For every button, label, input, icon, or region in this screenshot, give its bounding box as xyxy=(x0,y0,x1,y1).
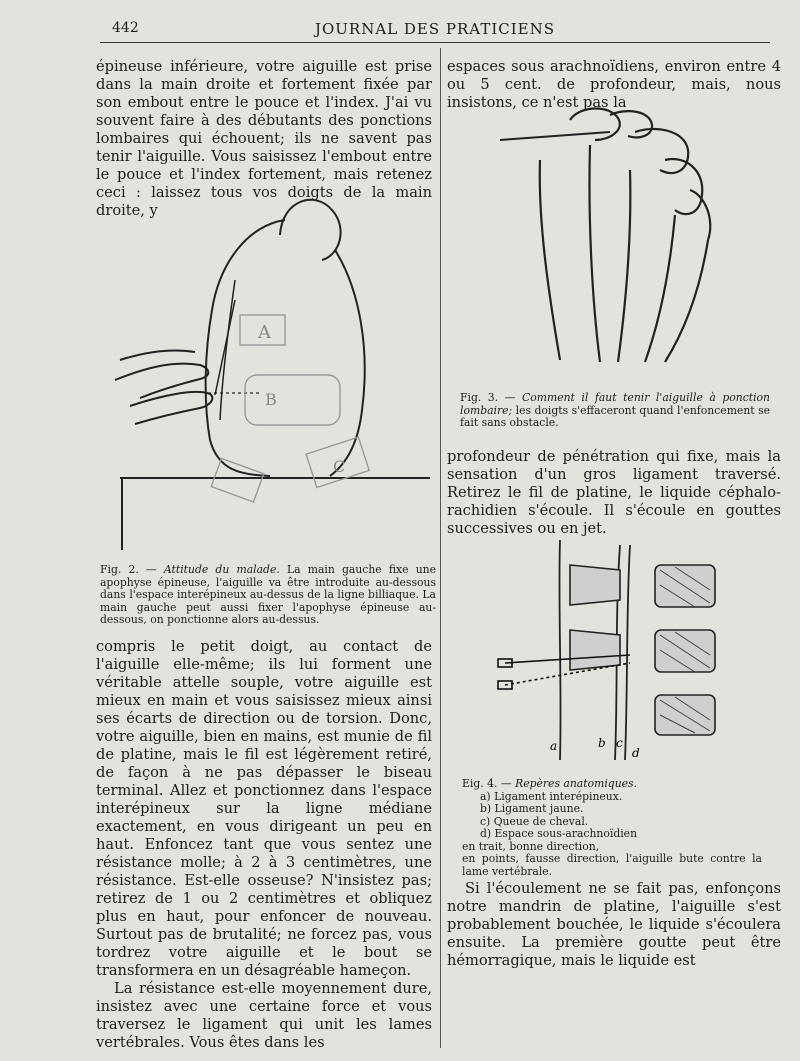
fig3-caption xyxy=(460,392,770,430)
fig2-label: Fig. 2. — xyxy=(100,563,157,576)
right-column-middle xyxy=(447,448,781,538)
page-header xyxy=(100,14,770,43)
fig4-title: Repères anatomiques. xyxy=(515,777,638,790)
page-number: 442 xyxy=(112,20,139,36)
fig2-caption xyxy=(100,564,436,627)
right-column-bottom xyxy=(447,880,781,970)
fig2-title: Attitude du malade. xyxy=(163,563,280,576)
fig3-text: les doigts s'effaceront quand l'enfoncement se fait sans obstacle. xyxy=(460,403,770,429)
fig4-letter-d: d xyxy=(632,746,640,760)
right-paragraph-2: profondeur de pénétration qui fixe, mais la sensation d'un gros ligament traversé. Retirez le fil de platine, le liquide céphalo-rachidien s'écoule. Il s'écoule en gouttes successives ou en jet. xyxy=(447,448,781,537)
fig4-letter-c: c xyxy=(616,736,623,750)
figure-4 xyxy=(490,535,730,765)
fig2-letter-b: B xyxy=(265,390,277,409)
fig4-legend-list xyxy=(462,791,762,879)
fig4-extra-line: en points, fausse direction, l'aiguille bute contre la lame vertébrale. xyxy=(462,852,762,878)
fig4-extra-line: en trait, bonne direction, xyxy=(462,839,600,853)
left-column-bottom xyxy=(96,638,432,1052)
fig4-letter-a: a xyxy=(550,739,558,753)
fig4-legend-item: d) Espace sous-arachnoïdien xyxy=(480,827,638,840)
left-paragraph-2: compris le petit doigt, au contact de l'aiguille elle-même; ils lui forment une véritable attelle souple, votre aiguille est mieux en main et vous saisissez mieux ainsi ses écarts de direction ou de torsion. Donc, votre aiguille, bien en mains, est munie de fil de platine, mais le fil est légèrement retiré, de façon à ne pas dépasser le biseau terminal. Allez et ponctionnez dans l'espace interépineux sur la ligne médiane exactement, en vous dirigeant un peu en haut. Enfoncez tant que vous sentez une résistance molle; à 2 à 3 centimètres, une résistance. Est-elle osseuse? N'insistez pas; retirez de 1 ou 2 centimètres et obliquez plus en haut, pour enfoncer de nouveau. Surtout pas de brutalité; ne forcez pas, vous tordrez votre aiguille et le bout se transformera en un désagréable hameçon. xyxy=(96,638,432,979)
fig2-text: La main gauche fixe une apophyse épineuse, l'aiguille va être introduite au-dessous dans l'espace interépineux au-dessus de la ligne billiaque. La main gauche peut aussi fixer l'apophyse épineuse au-dessous, on ponctionne alors au-dessus. xyxy=(100,563,437,626)
right-paragraph-3: Si l'écoulement ne se fait pas, enfonçons notre mandrin de platine, l'aiguille s'est probablement bouchée, le liquide s'écoulera ensuite. La première goutte peut être hémorragique, mais le liquide est xyxy=(447,880,781,969)
fig4-legend-item: a) Ligament interépineux. xyxy=(480,789,623,803)
fig4-letter-b: b xyxy=(598,736,606,750)
patient-position-illustration xyxy=(100,180,436,562)
right-paragraph-1: espaces sous arachnoïdiens, environ entre 4 ou 5 cent. de profondeur, mais, nous insistons, ce n'est pas la xyxy=(447,58,781,111)
running-title: JOURNAL DES PRATICIENS xyxy=(314,20,556,38)
fig2-letter-c: C xyxy=(333,457,346,476)
vertebrae-illustration xyxy=(490,535,730,765)
left-paragraph-1: épineuse inférieure, votre aiguille est prise dans la main droite et fortement fixée par son embout entre le pouce et l'index. J'ai vu souvent faire à des débutants des ponctions lombaires qui échouent; ils ne savent pas tenir l'aiguille. Vous saisissez l'embout entre le pouce et l'index fortement, mais retenez ceci : laissez tous vos doigts de la main droite, y xyxy=(96,58,432,219)
fig4-legend-item: b) Ligament jaune. xyxy=(480,802,584,815)
left-paragraph-3: La résistance est-elle moyennement dure, insistez avec une certaine force et vous traversez le ligament qui unit les lames vertébrales. Vous êtes dans les xyxy=(96,980,432,1051)
fig4-label: Eig. 4. — xyxy=(462,777,512,790)
fig4-caption xyxy=(462,778,762,878)
fig3-title: Comment il faut tenir l'aiguille à ponction lombaire; xyxy=(460,391,770,417)
fig2-letter-a: A xyxy=(258,322,271,343)
figure-3 xyxy=(460,100,780,430)
needle-hold-illustration xyxy=(460,100,780,392)
column-divider xyxy=(440,48,441,1048)
figure-2 xyxy=(100,180,436,627)
fig3-label: Fig. 3. — xyxy=(460,391,516,404)
fig4-legend-item: c) Queue de cheval. xyxy=(480,814,589,828)
